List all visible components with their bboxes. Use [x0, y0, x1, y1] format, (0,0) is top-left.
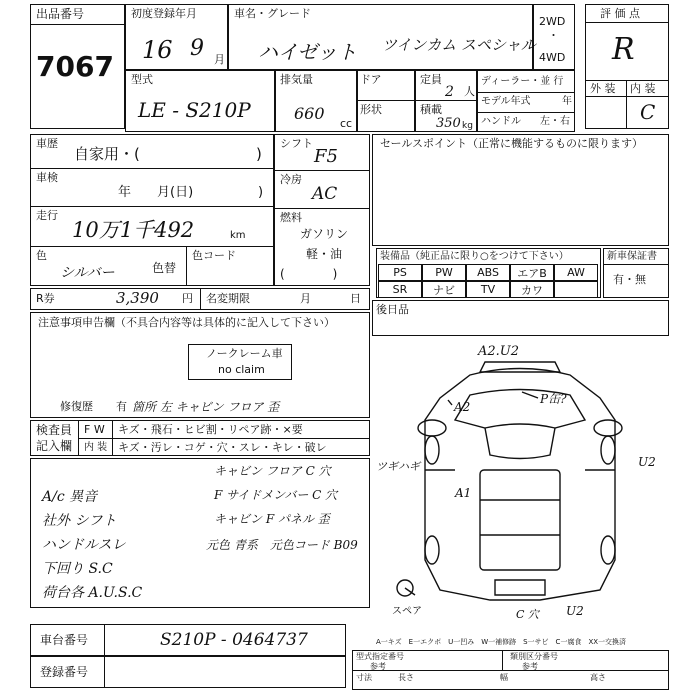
ext-label: 外 装: [590, 82, 616, 95]
displacement-label: 排気量: [280, 73, 313, 86]
int-score: C: [640, 100, 656, 124]
recycle-value: 3,390: [116, 289, 159, 307]
shift-value: F5: [314, 146, 338, 167]
name-change-label: 名変期限: [206, 292, 250, 305]
shift-label: シフト: [280, 137, 313, 150]
fuel-label: 燃料: [280, 211, 302, 224]
remark-right-2: キャビン F パネル 歪: [214, 512, 330, 526]
capacity-unit: 人: [464, 85, 475, 98]
diagram-a2u2: A2.U2: [478, 344, 520, 359]
first-reg-month: 9: [190, 36, 204, 61]
size-length: 長さ: [398, 673, 414, 682]
history-close: ): [256, 145, 262, 163]
diagram-legend: A一キズ E一エクボ U一凹み W一補修跡 S一サビ C一腐食 XX一交換済: [376, 638, 627, 646]
class-ref: 参考: [522, 662, 538, 671]
inspector-fw-items: キズ・飛石・ヒビ割・リペア跡・×要: [118, 423, 303, 436]
remark-right-3: 元色 青系 元色コード B09: [206, 538, 358, 552]
km-unit: km: [230, 230, 246, 241]
repair-value: 有: [116, 400, 127, 413]
handle-label: ハンドル: [481, 116, 521, 127]
name-change-day: 日: [350, 292, 361, 305]
shape-label: 形状: [360, 103, 382, 116]
mileage-label: 走行: [36, 209, 58, 222]
inspector-fw: F W: [84, 423, 105, 436]
fuel-paren: ( ): [280, 267, 338, 281]
equipment-cell: PS: [378, 264, 422, 281]
ac-value: AC: [312, 184, 338, 204]
history-label: 車歴: [36, 137, 58, 150]
load-label: 積載: [420, 103, 442, 116]
noclaim-en: no claim: [218, 363, 265, 376]
model-label: 車名・グレード: [234, 7, 311, 20]
size-label: 寸法: [356, 673, 372, 682]
grade-name: ツインカム スペシャル: [382, 36, 536, 54]
warranty-value: 有・無: [613, 273, 646, 286]
color-value: シルバー: [60, 265, 115, 281]
remark-left-0: A/c 異音: [42, 489, 98, 505]
diagram-p-mark: P缶?: [540, 392, 567, 406]
inspector-int-items: キズ・汚レ・コゲ・穴・スレ・キレ・破レ: [118, 441, 327, 454]
diagram-a2: A2: [454, 400, 471, 414]
drive-4wd: 4WD: [539, 51, 566, 64]
noclaim-jp: ノークレーム車: [206, 347, 283, 360]
color-change: 色替: [152, 261, 177, 275]
score-value: R: [612, 32, 635, 67]
equipment-cell: エアB: [510, 264, 554, 281]
equipment-cell: PW: [422, 264, 466, 281]
lot-label: 出品番号: [36, 7, 85, 21]
remark-left-1: 社外 シフト: [42, 513, 117, 529]
displacement-value: 660: [294, 104, 325, 123]
recycle-label: R券: [36, 292, 55, 305]
diagram-tsugi: ツギハギ: [376, 460, 420, 473]
name-change-month: 月: [300, 292, 311, 305]
inspection-close: ): [258, 185, 264, 200]
remark-right-1: F サイドメンバー C 穴: [214, 488, 338, 502]
diagram-u2-bottom: U2: [566, 604, 584, 618]
inspector-label1: 検査員: [36, 423, 73, 437]
inspection-value: 年 月(日): [118, 185, 194, 200]
sales-points-label: セールスポイント（正常に機能するものに限ります）: [380, 137, 644, 150]
equipment-cell: カワ: [510, 281, 554, 298]
type-label: 型式: [131, 73, 153, 86]
remark-left-3: 下回り S.C: [42, 561, 113, 577]
load-value: 350: [436, 116, 461, 131]
diagram-a1: A1: [455, 486, 472, 500]
door-label: ドア: [360, 73, 382, 86]
recycle-yen: 円: [182, 292, 193, 305]
remark-right-0: キャビン フロア C 穴: [214, 464, 331, 478]
remark-left-2: ハンドルスレ: [42, 537, 126, 553]
type-value: LE - S210P: [138, 98, 251, 122]
model-year-label: モデル年式: [481, 96, 531, 107]
history-value: 自家用・(: [74, 145, 140, 163]
type-cert-label: 型式指定番号: [356, 652, 404, 661]
capacity-label: 定員: [420, 73, 442, 86]
equipment-cell: AW: [554, 264, 598, 281]
kg-unit: kg: [462, 121, 473, 131]
inspector-int: 内 装: [84, 442, 108, 453]
chassis-value: S210P - 0464737: [160, 630, 308, 650]
int-label: 内 装: [630, 82, 656, 95]
ac-label: 冷房: [280, 173, 302, 186]
capacity-value: 2: [445, 84, 454, 100]
size-height: 高さ: [590, 673, 606, 682]
inspection-label: 車検: [36, 171, 58, 184]
drive-dot: ・: [548, 29, 559, 42]
reg-label: 登録番号: [40, 665, 89, 679]
inspector-label2: 記入欄: [36, 439, 73, 453]
diagram-u2-right: U2: [638, 455, 656, 469]
color-label: 色: [36, 249, 47, 262]
mileage-value: 10万1千492: [72, 218, 195, 242]
diagram-spare: スペア: [392, 606, 422, 617]
chassis-label: 車台番号: [40, 633, 89, 647]
first-reg-label: 初度登録年月: [131, 7, 197, 20]
drive-2wd: 2WD: [539, 15, 566, 28]
fuel-diesel: 軽・油: [306, 247, 343, 261]
month-unit: 月: [214, 53, 225, 66]
repair-label: 修復歴: [60, 400, 93, 413]
year-unit: 年: [562, 96, 572, 107]
diagram-c-ana: C 穴: [516, 608, 539, 621]
after-label: 後日品: [376, 303, 409, 316]
warranty-label: 新車保証書: [607, 251, 657, 262]
cc-unit: cc: [340, 117, 353, 130]
equipment-cell: ナビ: [422, 281, 466, 298]
equipment-cell: TV: [466, 281, 510, 298]
equipment-cell: SR: [378, 281, 422, 298]
score-label: 評 価 点: [600, 7, 640, 20]
class-label: 類別区分番号: [510, 652, 558, 661]
notes-label: 注意事項申告欄（不具合内容等は具体的に記入して下さい）: [38, 316, 335, 329]
fuel-gas: ガソリン: [300, 227, 349, 241]
first-reg-year: 16: [142, 36, 173, 64]
color-code-label: 色コード: [192, 249, 236, 262]
handle-value: 左・右: [540, 116, 570, 127]
lot-number: 7067: [36, 50, 114, 83]
equipment-label: 装備品（純正品に限り○をつけて下さい）: [380, 251, 569, 262]
size-width: 幅: [500, 673, 508, 682]
model-name: ハイゼット: [258, 40, 357, 64]
dealer-label: ディーラー・並 行: [481, 76, 564, 87]
equipment-cell: ABS: [466, 264, 510, 281]
type-cert-ref: 参考: [370, 662, 386, 671]
remark-left-4: 荷台各 A.U.S.C: [42, 585, 143, 601]
repair-detail: 箇所 左 キャビン フロア 歪: [132, 400, 280, 414]
